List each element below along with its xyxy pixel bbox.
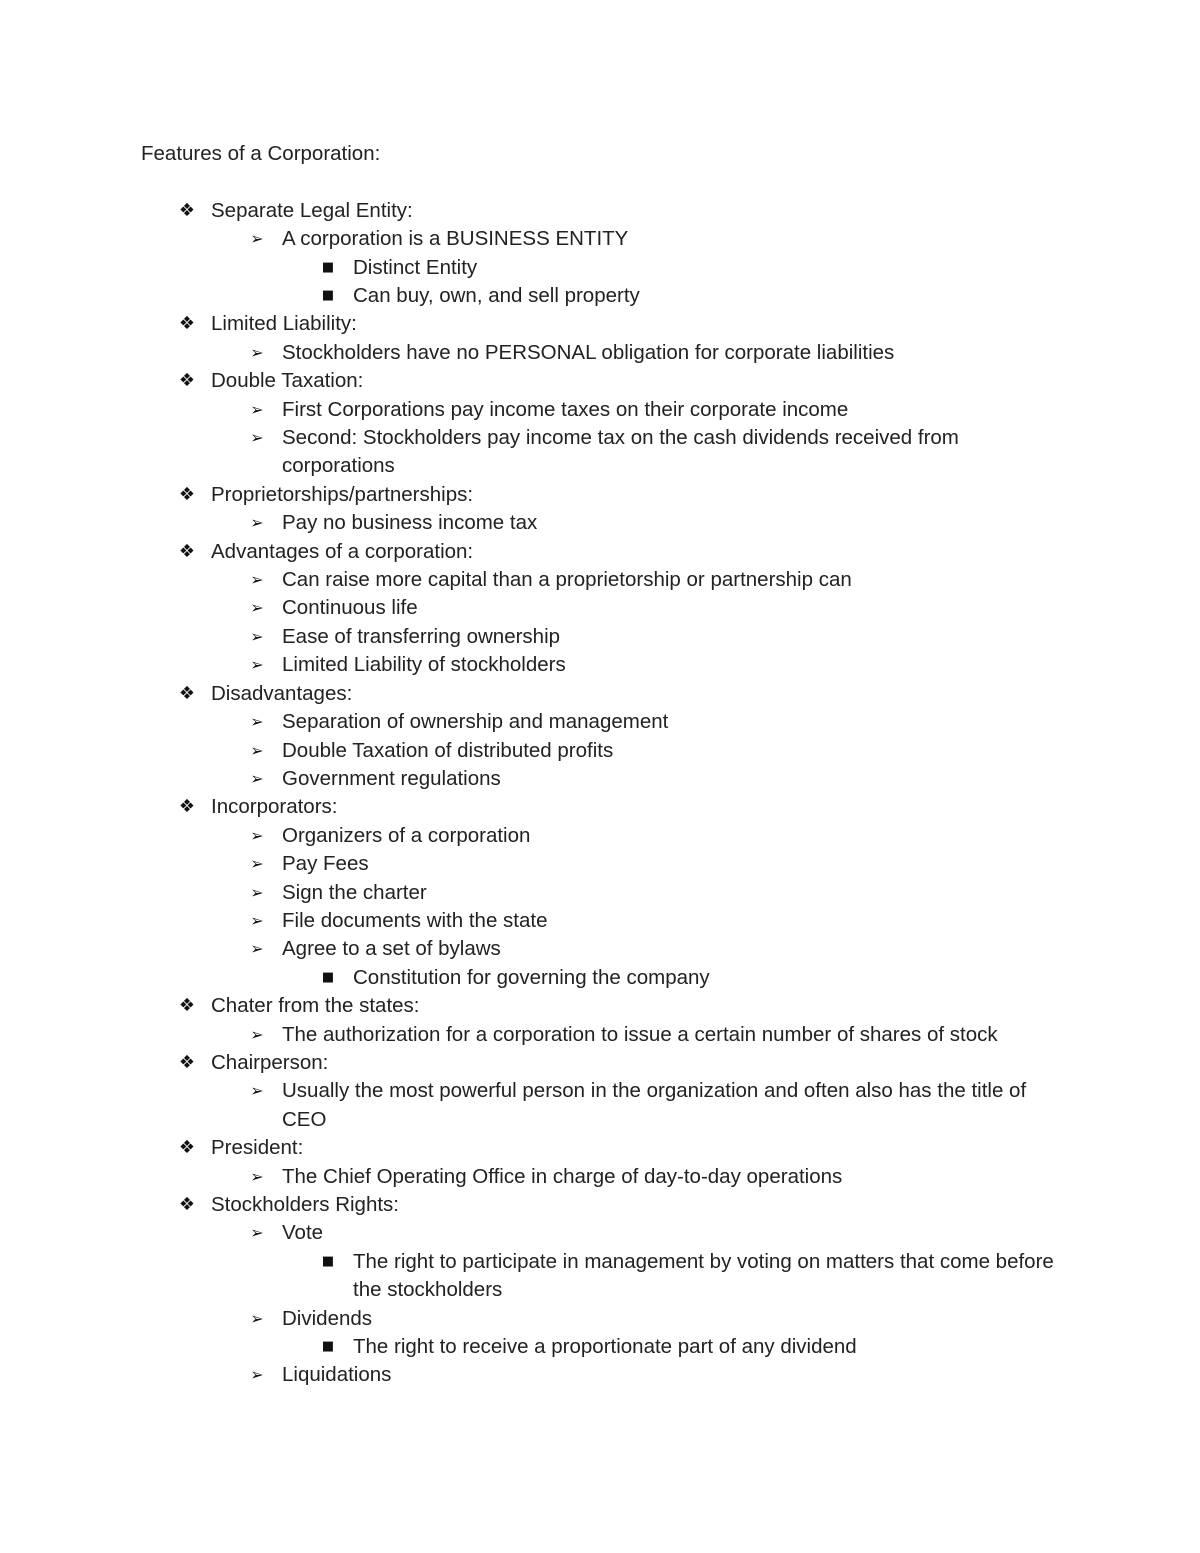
sub-list-item xyxy=(141,1333,1061,1361)
outline-list xyxy=(141,197,1061,1390)
list-item xyxy=(141,1021,1061,1049)
sub-item-text: Distinct Entity xyxy=(353,255,478,279)
item-text: A corporation is a BUSINESS ENTITY xyxy=(282,227,629,251)
list-item xyxy=(141,822,1061,850)
sub-items xyxy=(141,964,1061,992)
list-item xyxy=(141,594,1061,622)
outline-section xyxy=(141,680,1061,708)
diamond-bullet-icon: ❖ xyxy=(178,1137,196,1159)
list-item xyxy=(141,509,1061,537)
item-text: Can raise more capital than a proprietorship or partnership can xyxy=(282,568,852,592)
item-text: Separation of ownership and management xyxy=(282,710,669,734)
list-item xyxy=(141,424,1061,481)
section-heading: Proprietorships/partnerships: xyxy=(211,482,474,506)
list-item xyxy=(141,1305,1061,1333)
arrow-bullet-icon: ➢ xyxy=(250,342,264,362)
item-text: The Chief Operating Office in charge of day-to-day operations xyxy=(282,1164,843,1188)
section-items xyxy=(141,1219,1061,1389)
document-title: Features of a Corporation: xyxy=(141,142,381,165)
item-text: Vote xyxy=(282,1221,324,1245)
diamond-bullet-icon: ❖ xyxy=(178,682,196,704)
diamond-bullet-icon: ❖ xyxy=(178,1051,196,1073)
item-text: Continuous life xyxy=(282,596,418,620)
item-text: Stockholders have no PERSONAL obligation for corporate liabilities xyxy=(282,340,895,364)
arrow-bullet-icon: ➢ xyxy=(250,939,264,959)
arrow-bullet-icon: ➢ xyxy=(250,598,264,618)
diamond-bullet-icon: ❖ xyxy=(178,540,196,562)
sub-list-item xyxy=(141,282,1061,310)
item-text: Pay no business income tax xyxy=(282,511,538,535)
item-text: Pay Fees xyxy=(282,852,369,876)
list-item xyxy=(141,623,1061,651)
arrow-bullet-icon: ➢ xyxy=(250,1024,264,1044)
list-item xyxy=(141,765,1061,793)
item-text: Double Taxation of distributed profits xyxy=(282,738,614,762)
square-bullet-icon: ■ xyxy=(321,1253,335,1269)
section-heading: Limited Liability: xyxy=(211,312,357,336)
arrow-bullet-icon: ➢ xyxy=(250,229,264,249)
square-bullet-icon: ■ xyxy=(321,288,335,304)
item-text: Second: Stockholders pay income tax on the cash dividends received from corporations xyxy=(282,426,959,478)
outline-section xyxy=(141,1134,1061,1162)
list-item xyxy=(141,1163,1061,1191)
section-items xyxy=(141,1077,1061,1134)
outline-section xyxy=(141,793,1061,821)
list-item xyxy=(141,879,1061,907)
list-item xyxy=(141,708,1061,736)
document-body xyxy=(141,140,1061,1390)
diamond-bullet-icon: ❖ xyxy=(178,370,196,392)
list-item xyxy=(141,651,1061,679)
arrow-bullet-icon: ➢ xyxy=(250,910,264,930)
arrow-bullet-icon: ➢ xyxy=(250,428,264,448)
diamond-bullet-icon: ❖ xyxy=(178,995,196,1017)
arrow-bullet-icon: ➢ xyxy=(250,1223,264,1243)
item-text: First Corporations pay income taxes on their corporate income xyxy=(282,397,849,421)
section-items xyxy=(141,822,1061,992)
item-text: Agree to a set of bylaws xyxy=(282,937,501,961)
arrow-bullet-icon: ➢ xyxy=(250,854,264,874)
square-bullet-icon: ■ xyxy=(321,259,335,275)
section-items xyxy=(141,225,1061,310)
section-items xyxy=(141,566,1061,680)
item-text: Limited Liability of stockholders xyxy=(282,653,566,677)
outline-section xyxy=(141,481,1061,509)
arrow-bullet-icon: ➢ xyxy=(250,1081,264,1101)
arrow-bullet-icon: ➢ xyxy=(250,882,264,902)
arrow-bullet-icon: ➢ xyxy=(250,513,264,533)
arrow-bullet-icon: ➢ xyxy=(250,1166,264,1186)
arrow-bullet-icon: ➢ xyxy=(250,740,264,760)
diamond-bullet-icon: ❖ xyxy=(178,1194,196,1216)
outline-section xyxy=(141,1049,1061,1077)
section-heading: President: xyxy=(211,1136,304,1160)
sub-item-text: Constitution for governing the company xyxy=(353,965,710,989)
item-text: Ease of transferring ownership xyxy=(282,624,561,648)
outline-section xyxy=(141,197,1061,225)
arrow-bullet-icon: ➢ xyxy=(250,570,264,590)
section-items xyxy=(141,509,1061,537)
item-text: Organizers of a corporation xyxy=(282,823,531,847)
diamond-bullet-icon: ❖ xyxy=(178,796,196,818)
arrow-bullet-icon: ➢ xyxy=(250,1308,264,1328)
sub-list-item xyxy=(141,254,1061,282)
section-items xyxy=(141,1021,1061,1049)
diamond-bullet-icon: ❖ xyxy=(178,199,196,221)
item-text: File documents with the state xyxy=(282,908,548,932)
diamond-bullet-icon: ❖ xyxy=(178,483,196,505)
item-text: Dividends xyxy=(282,1306,373,1330)
section-heading: Chater from the states: xyxy=(211,994,420,1018)
item-text: Sign the charter xyxy=(282,880,427,904)
square-bullet-icon: ■ xyxy=(321,1339,335,1355)
section-heading: Chairperson: xyxy=(211,1050,329,1074)
outline-section xyxy=(141,367,1061,395)
section-items xyxy=(141,708,1061,793)
item-text: Liquidations xyxy=(282,1363,392,1387)
list-item xyxy=(141,850,1061,878)
arrow-bullet-icon: ➢ xyxy=(250,626,264,646)
item-text: Government regulations xyxy=(282,766,501,790)
item-text: The authorization for a corporation to issue a certain number of shares of stock xyxy=(282,1022,998,1046)
outline-section xyxy=(141,1191,1061,1219)
outline-section xyxy=(141,992,1061,1020)
sub-items xyxy=(141,254,1061,311)
square-bullet-icon: ■ xyxy=(321,969,335,985)
sub-list-item xyxy=(141,1248,1061,1305)
sub-item-text: Can buy, own, and sell property xyxy=(353,284,640,308)
arrow-bullet-icon: ➢ xyxy=(250,1365,264,1385)
sub-list-item xyxy=(141,964,1061,992)
list-item xyxy=(141,1361,1061,1389)
section-items xyxy=(141,339,1061,367)
list-item xyxy=(141,935,1061,963)
section-heading: Stockholders Rights: xyxy=(211,1193,400,1217)
sub-items xyxy=(141,1333,1061,1361)
list-item xyxy=(141,566,1061,594)
list-item xyxy=(141,737,1061,765)
arrow-bullet-icon: ➢ xyxy=(250,712,264,732)
list-item xyxy=(141,907,1061,935)
list-item xyxy=(141,1219,1061,1247)
arrow-bullet-icon: ➢ xyxy=(250,768,264,788)
outline-section xyxy=(141,538,1061,566)
arrow-bullet-icon: ➢ xyxy=(250,655,264,675)
list-item xyxy=(141,396,1061,424)
section-items xyxy=(141,1163,1061,1191)
section-heading: Advantages of a corporation: xyxy=(211,539,474,563)
section-heading: Separate Legal Entity: xyxy=(211,198,413,222)
arrow-bullet-icon: ➢ xyxy=(250,399,264,419)
section-heading: Disadvantages: xyxy=(211,681,353,705)
list-item xyxy=(141,1077,1061,1134)
diamond-bullet-icon: ❖ xyxy=(178,313,196,335)
sub-item-text: The right to receive a proportionate part of any dividend xyxy=(353,1335,857,1359)
section-heading: Double Taxation: xyxy=(211,369,364,393)
sub-item-text: The right to participate in management by voting on matters that come before the stockholders xyxy=(353,1249,1054,1302)
sub-items xyxy=(141,1248,1061,1305)
section-heading: Incorporators: xyxy=(211,795,338,819)
item-text: Usually the most powerful person in the organization and often also has the title of CEO xyxy=(282,1079,1027,1131)
arrow-bullet-icon: ➢ xyxy=(250,825,264,845)
outline-section xyxy=(141,310,1061,338)
list-item xyxy=(141,225,1061,253)
list-item xyxy=(141,339,1061,367)
section-items xyxy=(141,396,1061,481)
